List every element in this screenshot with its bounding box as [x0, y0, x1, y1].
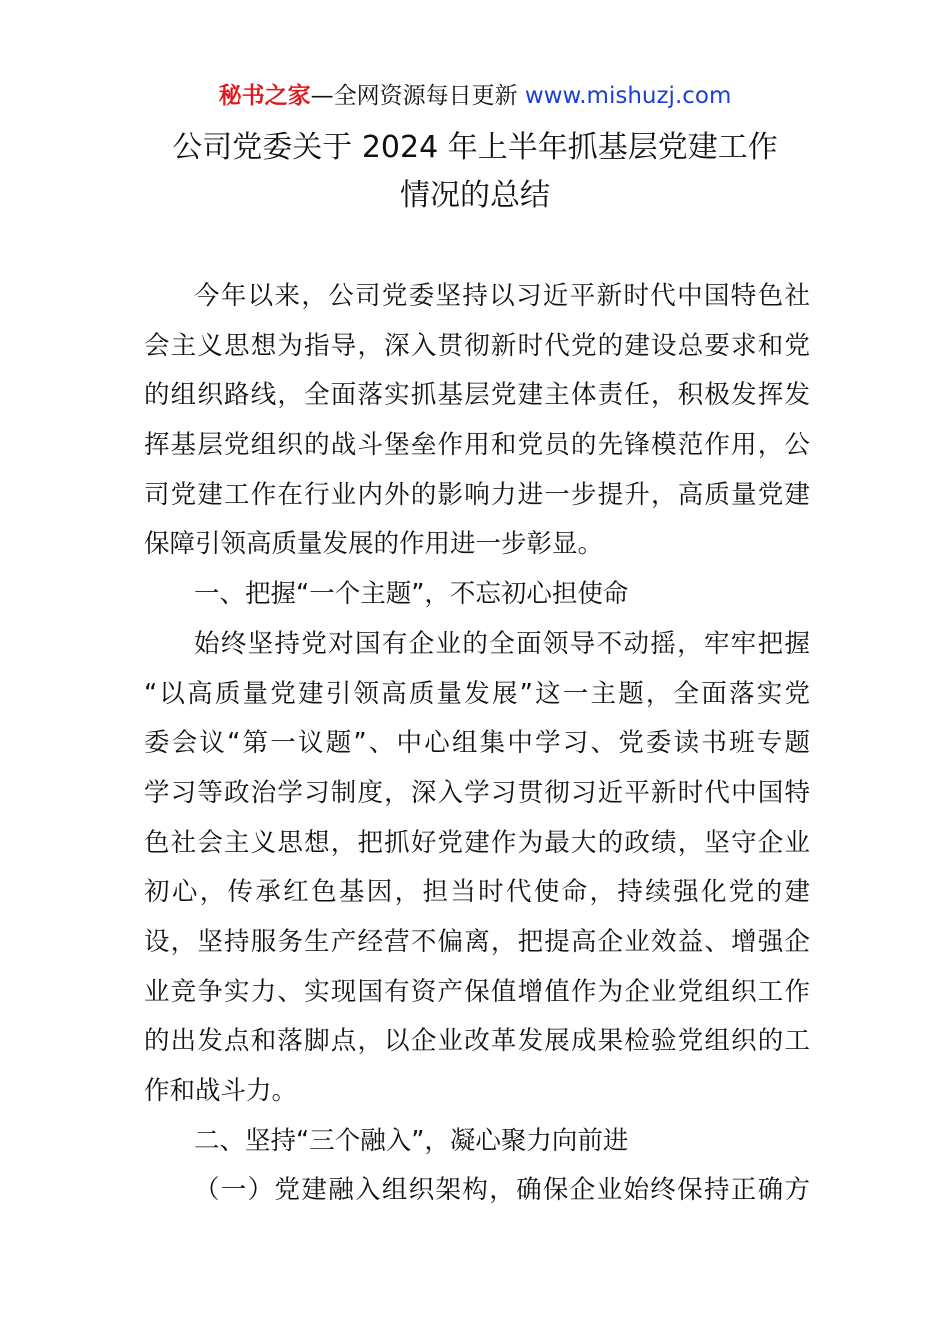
body-line: 的出发点和落脚点，以企业改革发展成果检验党组织的工 — [144, 1026, 810, 1057]
body-line: 学习等政治学习制度，深入学习贯彻习近平新时代中国特 — [144, 777, 810, 808]
section-heading: 二、坚持“三个融入”，凝心聚力向前进 — [194, 1125, 629, 1156]
section-heading: 一、把握“一个主题”，不忘初心担使命 — [194, 579, 629, 610]
body-line: 保障引领高质量发展的作用进一步彰显。 — [144, 529, 604, 560]
body-line: 初心，传承红色基因，担当时代使命，持续强化党的建 — [144, 877, 810, 908]
body-line: 色社会主义思想，把抓好党建作为最大的政绩，坚守企业 — [144, 827, 810, 858]
site-header — [0, 80, 950, 112]
body-line: 业竞争实力、实现国有资产保值增值作为企业党组织工作 — [144, 976, 810, 1007]
site-tagline: —全网资源每日更新 — [310, 83, 525, 109]
body-line: 司党建工作在行业内外的影响力进一步提升，高质量党建 — [144, 479, 810, 510]
document-body — [144, 272, 810, 1216]
body-line: 的组织路线，全面落实抓基层党建主体责任，积极发挥发 — [144, 380, 810, 411]
document-title-line-1: 公司党委关于 2024 年上半年抓基层党建工作 — [172, 130, 778, 165]
body-line: 作和战斗力。 — [144, 1076, 298, 1106]
body-line: “以高质量党建引领高质量发展”这一主题，全面落实党 — [144, 678, 810, 709]
body-line: 会主义思想为指导，深入贯彻新时代党的建设总要求和党 — [144, 330, 810, 361]
body-line: 委会议“第一议题”、中心组集中学习、党委读书班专题 — [144, 728, 810, 759]
site-url-link[interactable]: www.mishuzj.com — [524, 83, 732, 109]
subsection-heading: （一）党建融入组织架构，确保企业始终保持正确方 — [194, 1175, 810, 1206]
body-line: 设，坚持服务生产经营不偏离，把提高企业效益、增强企 — [144, 926, 810, 957]
body-line: 今年以来，公司党委坚持以习近平新时代中国特色社 — [194, 281, 810, 311]
site-brand: 秘书之家 — [218, 83, 311, 109]
body-line: 挥基层党组织的战斗堡垒作用和党员的先锋模范作用，公 — [144, 430, 810, 461]
body-line: 始终坚持党对国有企业的全面领导不动摇，牢牢把握 — [194, 628, 810, 659]
document-title-line-2: 情况的总结 — [400, 178, 550, 213]
